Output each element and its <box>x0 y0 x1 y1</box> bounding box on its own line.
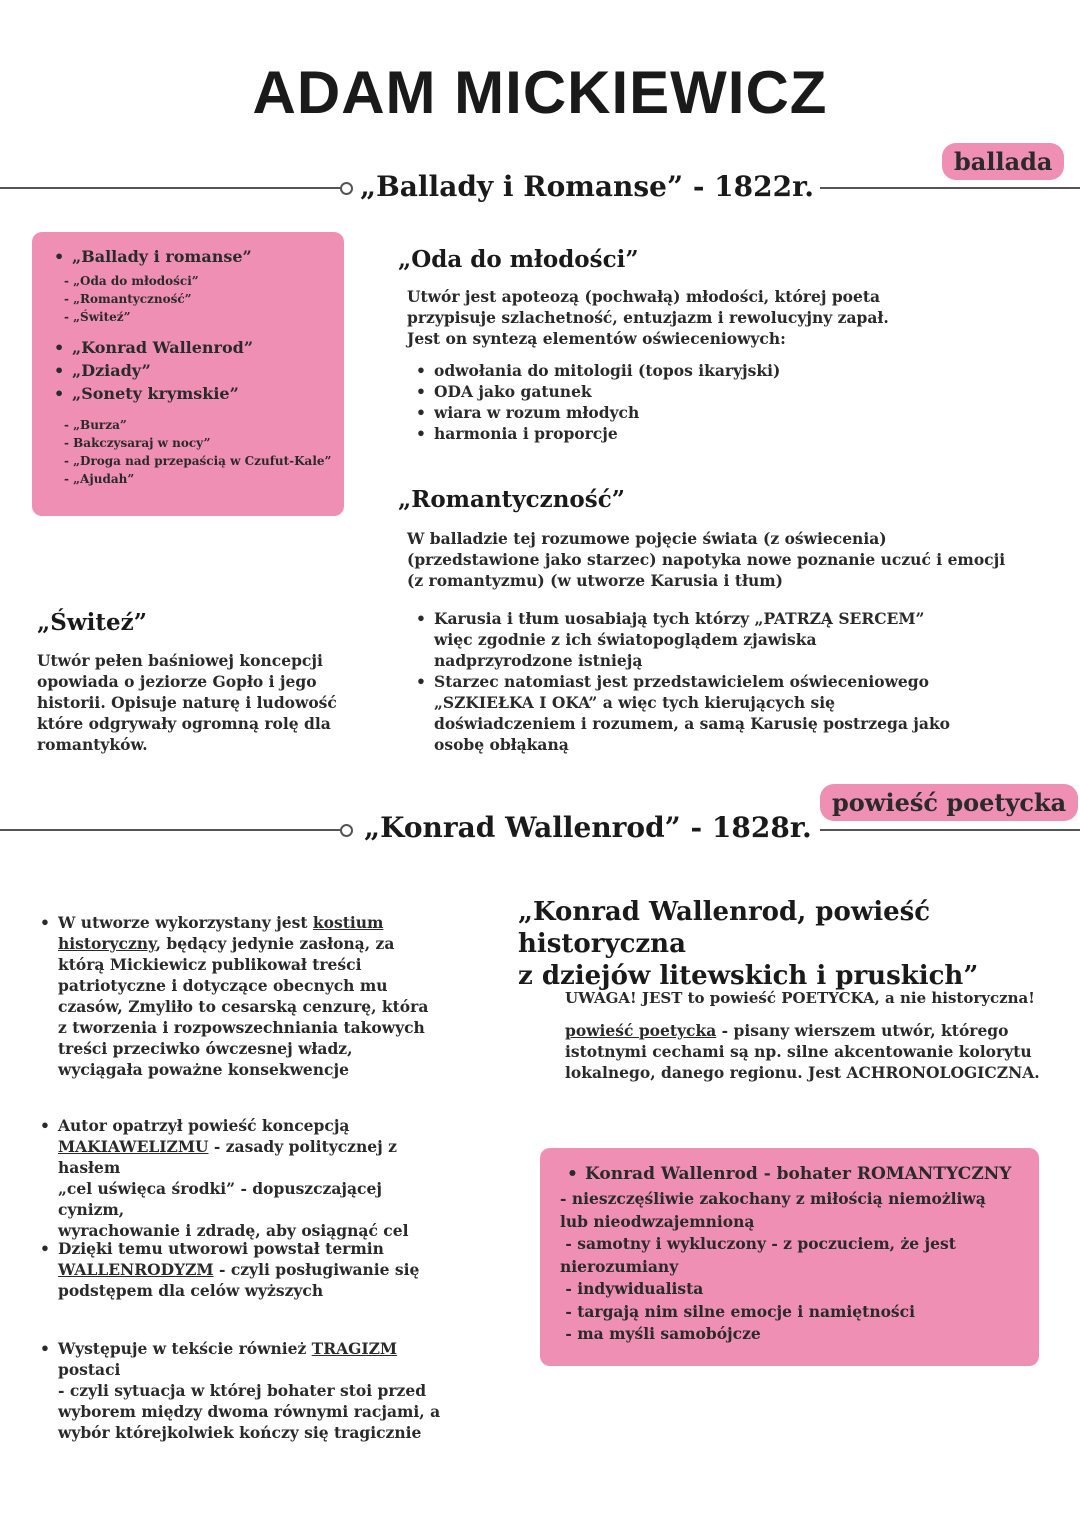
romantycznosc-list <box>414 608 1054 755</box>
divider-line-right <box>776 187 1080 189</box>
uwaga-note: UWAGA! JEST to powieść POETYCKA, a nie historyczna! <box>565 989 1035 1007</box>
page-title: ADAM MICKIEWICZ <box>252 59 828 126</box>
oda-text: Utwór jest apoteozą (pochwałą) młodości, której poeta przypisuje szlachetność, entuzjazm i rewolucyjny zapał. Jest on syntezą elementów oświeceniowych: <box>407 287 889 348</box>
section-title-ballady: „Ballady i Romanse” - 1822r. <box>354 170 820 203</box>
list-item: • W utworze wykorzystany jest kostium historyczny, będący jedynie zasłoną, za którą Mickiewicz publikował treści patriotyczne i dotyczące obecnych mu czasów, Zmyliło to cesarską cenzurę, która z tworzenia i rozpowszechniania takowych treści przeciwko ówczesnej władz, wyciągała poważne konsekwencje <box>38 912 438 1080</box>
tag-powiesc-poetycka: powieść poetycka <box>820 784 1078 821</box>
list-item: • Starzec natomiast jest przedstawicielem oświeceniowego „SZKIEŁKA I OKA” a więc tych kierujących się doświadczeniem i rozumem, a samą Karusię postrzega jako osobę obłąkaną <box>414 671 1054 755</box>
oda-title: „Oda do młodości” <box>398 246 639 273</box>
list-item: • ODA jako gatunek <box>414 381 1014 402</box>
romantycznosc-title: „Romantyczność” <box>398 486 625 513</box>
toc-sub-item: - „Romantyczność” <box>64 292 192 306</box>
toc-item-wallenrod: • „Konrad Wallenrod” <box>52 336 342 359</box>
toc-sub-item: - „Ajudah” <box>64 472 135 486</box>
switez-title: „Świteź” <box>37 609 147 636</box>
oda-list <box>414 360 1014 444</box>
section-title-wallenrod: „Konrad Wallenrod” - 1828r. <box>356 811 820 844</box>
toc-item-sonety: • „Sonety krymskie” <box>52 382 342 405</box>
wallenrod-subtitle: „Konrad Wallenrod, powieść historyczna z dziejów litewskich i pruskich” <box>518 897 979 991</box>
divider-dot-left <box>340 182 353 195</box>
toc-box <box>32 232 344 516</box>
list-item: • Autor opatrzył powieść koncepcją MAKIAWELIZMU - zasady politycznej z hasłem „cel uświęca środki” - dopuszczającej cynizm, wyrachowanie i zdradę, aby osiągnąć cel <box>38 1115 448 1241</box>
powiesc-definition: powieść poetycka - pisany wierszem utwór, którego istotnymi cechami są np. silne akcentowanie kolorytu lokalnego, danego regionu. Jest ACHRONOLOGICZNA. <box>565 1021 1040 1082</box>
list-item: • Karusia i tłum uosabiają tych którzy „PATRZĄ SERCEM” więc zgodnie z ich światopoglądem zjawiska nadprzyrodzone istnieją <box>414 608 1054 671</box>
wallenrod-list <box>38 1115 448 1241</box>
hero-box-title: • Konrad Wallenrod - bohater ROMANTYCZNY <box>565 1162 1035 1186</box>
toc-sub-item: - „Świteź” <box>64 310 131 324</box>
hero-box: • Konrad Wallenrod - bohater ROMANTYCZNY - nieszczęśliwie zakochany z miłością niemożliwą lub nieodwzajemnioną - samotny i wykluczony - z poczuciem, że jest nierozumiany - indywidualista - targają nim silne emocje i namiętności - ma myśli samobójcze <box>540 1148 1039 1366</box>
list-item: • odwołania do mitologii (topos ikaryjski) <box>414 360 1014 381</box>
wallenrod-list <box>38 1338 448 1443</box>
wallenrod-list <box>38 1238 448 1301</box>
tag-ballada: ballada <box>942 143 1064 180</box>
divider-dot-left <box>340 824 353 837</box>
toc-sub-item: - „Droga nad przepaścią w Czufut-Kale” <box>64 454 332 468</box>
romantycznosc-text: W balladzie tej rozumowe pojęcie świata (z oświecenia) (przedstawione jako starzec) napotyka nowe poznanie uczuć i emocji (z romantyzmu) (w utworze Karusia i tłum) <box>407 529 1006 590</box>
toc-sub-item: - „Oda do młodości” <box>64 274 199 288</box>
list-item: • wiara w rozum młodych <box>414 402 1014 423</box>
list-item: • Występuje w tekście również TRAGIZM postaci - czyli sytuacja w której bohater stoi przed wyborem między dwoma równymi racjami, a wybór którejkolwiek kończy się tragicznie <box>38 1338 448 1443</box>
toc-item-dziady: • „Dziady” <box>52 359 342 382</box>
list-item: • harmonia i proporcje <box>414 423 1014 444</box>
toc-item-ballady: • „Ballady i romanse” <box>52 246 342 267</box>
toc-sub-item: - Bakczysaraj w nocy” <box>64 436 211 450</box>
list-item: • Dzięki temu utworowi powstał termin WALLENRODYZM - czyli posługiwanie się podstępem dla celów wyższych <box>38 1238 448 1301</box>
switez-text: Utwór pełen baśniowej koncepcji opowiada o jeziorze Gopło i jego historii. Opisuje naturę i ludowość które odgrywały ogromną rolę dla romantyków. <box>37 651 337 754</box>
divider-line-left <box>0 187 345 189</box>
toc-sub-item: - „Burza” <box>64 418 127 432</box>
wallenrod-list <box>38 912 438 1080</box>
divider-line-right <box>778 829 1080 831</box>
divider-line-left <box>0 829 345 831</box>
